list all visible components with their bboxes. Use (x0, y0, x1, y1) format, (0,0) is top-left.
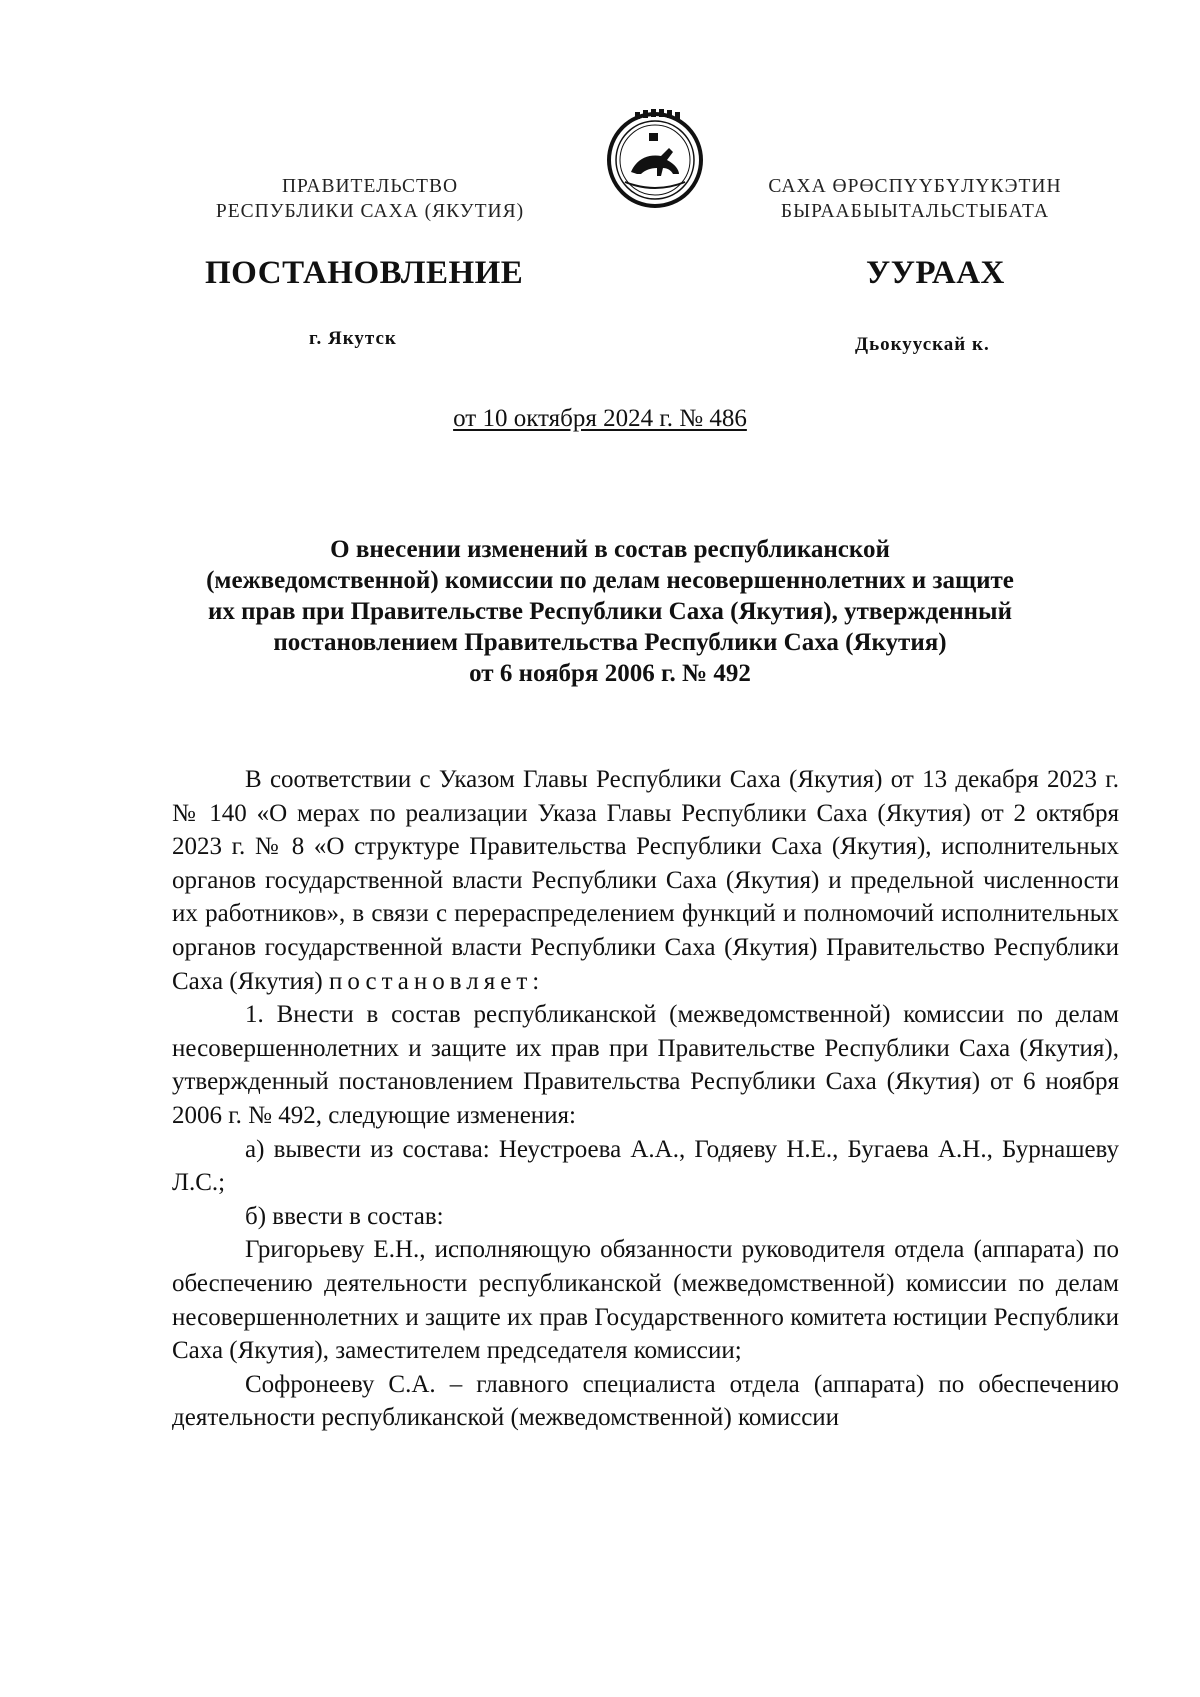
header-right-line2: БЫРААБЫЫТАЛЬСТЫБАТА (780, 201, 1050, 222)
title-line: постановлением Правительства Республики Саха (Якутия) (273, 629, 947, 656)
city-sakha: Дьокуускай к. (855, 334, 990, 355)
header-left-line2: РЕСПУБЛИКИ САХА (ЯКУТИЯ) (215, 201, 525, 222)
preamble-spaced-word: постановляет: (328, 967, 545, 995)
title-line: от 6 ноября 2006 г. № 492 (469, 660, 751, 687)
body-paragraph: а) вывести из состава: Неустроева А.А., Годяеву Н.Е., Бугаева А.Н., Бурнашеву Л.С.; (172, 1135, 1119, 1197)
preamble-paragraph (172, 763, 1119, 998)
body-paragraph: Григорьеву Е.Н., исполняющую обязанности руководителя отдела (аппарата) по обеспечению деятельности республиканской (межведомственной) комиссии по делам несовершеннолетних и защите их прав Государственного комитета юстиции Республики Саха (Якутия), заместителем председателя комиссии; (172, 1236, 1119, 1365)
document-title (140, 534, 1080, 689)
sakha-republic-emblem-icon (605, 108, 705, 208)
city-russian: г. Якутск (309, 328, 397, 349)
title-line: их прав при Правительстве Республики Саха (Якутия), утвержденный (208, 598, 1012, 625)
document-body (172, 763, 1119, 1435)
doc-type-russian: ПОСТАНОВЛЕНИЕ (205, 255, 524, 291)
header-left-block (180, 174, 560, 224)
document-date-number (0, 405, 1200, 433)
body-paragraph: Софронееву С.А. – главного специалиста отдела (аппарата) по обеспечению деятельности республиканской (межведомственной) комиссии (172, 1370, 1119, 1432)
header-right-line1: САХА ӨРӨСПҮҮБҮЛҮКЭТИН (768, 176, 1062, 197)
doc-type-sakha: УУРААХ (866, 255, 1005, 291)
title-line: О внесении изменений в состав республиканской (330, 536, 890, 563)
body-paragraph: б) ввести в состав: (245, 1202, 444, 1230)
header-right-block (715, 174, 1115, 224)
body-paragraph: 1. Внести в состав республиканской (межведомственной) комиссии по делам несовершеннолетних и защите их прав при Правительстве Республики Саха (Якутия), утвержденный постановлением Правительства Республики Саха (Якутия) от 6 ноября 2006 г. № 492, следующие изменения: (172, 1001, 1119, 1129)
preamble-text: В соответствии с Указом Главы Республики Саха (Якутия) от 13 декабря 2023 г. № 140 «О мерах по реализации Указа Главы Республики Саха (Якутия) от 2 октября 2023 г. № 8 «О структуре Правительства Республики Саха (Якутия), исполнительных органов государственной власти Республики Саха (Якутия) и предельной численности их работников», в связи с перераспределением функций и полномочий исполнительных органов государственной власти Республики Саха (Якутия) Правительство Республики Саха (Якутия) (172, 766, 1119, 995)
header-left-line1: ПРАВИТЕЛЬСТВО (281, 176, 459, 197)
date-number-text: от 10 октября 2024 г. № 486 (453, 405, 747, 432)
title-line: (межведомственной) комиссии по делам несовершеннолетних и защите (206, 567, 1014, 594)
